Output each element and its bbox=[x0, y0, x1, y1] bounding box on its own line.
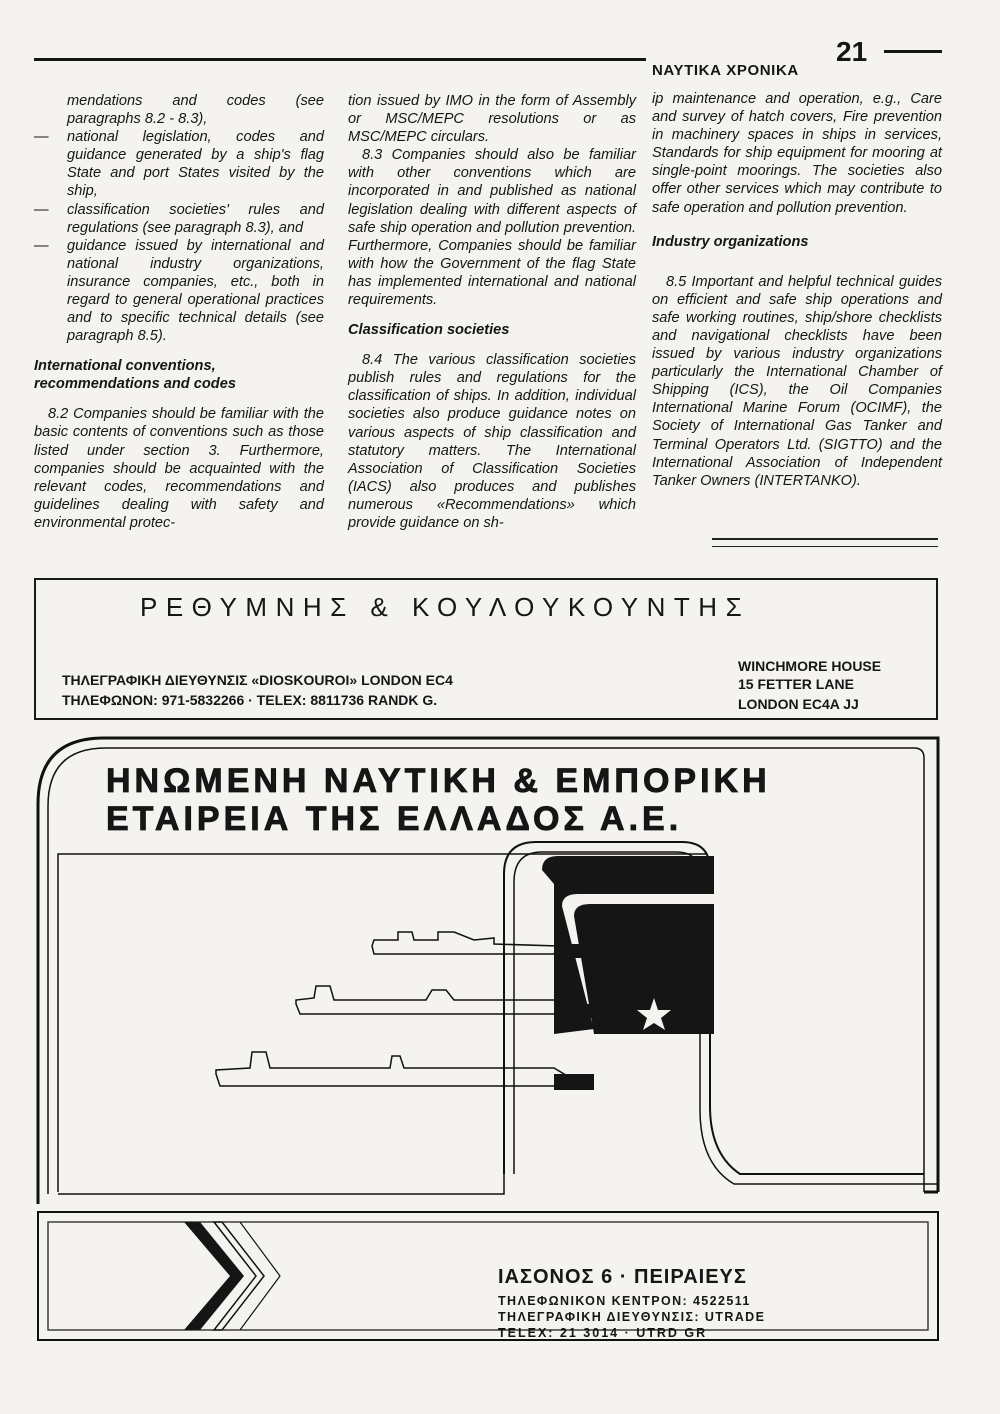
page-number: 21 bbox=[836, 36, 868, 67]
column-1 bbox=[34, 92, 324, 532]
company-name: ΡΕΘΥΜΝΗΣ & ΚΟΥΛΟΥΚΟΥΝΤΗΣ bbox=[140, 592, 751, 622]
header-rule-left bbox=[34, 58, 646, 61]
list-item: — classification societies' rules and regulations (see paragraph 8.3), and bbox=[34, 201, 324, 237]
header-rule-right bbox=[884, 50, 942, 53]
paragraph-continuation: ip maintenance and operation, e.g., Care and survey of hatch covers, Fire prevention in machinery spaces in ships in services, Standards for ship equipment for mooring at single-point moorings. The societies also offer other services which may contribute to safe operation and pollution prevention. bbox=[652, 91, 942, 216]
paragraph-8-3: 8.3 Companies should also be familiar with other conventions which are incorporated in and published as national legislation dealing with different aspects of safe ship operation and pollution prevention. Furthermore, Companies should be familiar with how the Government of the flag State has implemented international and national requirements. bbox=[348, 147, 636, 309]
column-3 bbox=[652, 90, 942, 490]
section-heading: Classification societies bbox=[348, 322, 510, 339]
section-heading: Industry organizations bbox=[652, 233, 809, 250]
paragraph-continuation: tion issued by IMO in the form of Assembly or MSC/MEPC resolutions or as MSC/MEPC circulars. bbox=[348, 93, 636, 146]
section-heading: International conventions, recommendations and codes bbox=[34, 358, 236, 393]
paragraph-continuation: mendations and codes (see paragraphs 8.2 - 8.3), bbox=[67, 93, 324, 128]
company-telephone: ΤΗΛΕΦΩΝΙΚΟΝ ΚΕΝΤΡΟΝ: 4522511 bbox=[498, 1294, 751, 1308]
paragraph-8-5: 8.5 Important and helpful technical guides on efficient and safe ship operations and safe working routines, ship/shore checklists and navigational checklists have been issued by various industry organizations particularly the International Chamber of Shipping (ICS), the Oil Companies International Marine Forum (OCIMF), the Society of International Gas Tanker and Terminal Operators Ltd. (SIGTTO) and the International Association of Independent Tanker Owners (INTERTANKO). bbox=[652, 273, 942, 489]
end-rule bbox=[712, 538, 938, 540]
phone-telex: ΤΗΛΕΦΩΝΟΝ: 971-5832266 · TELEX: 8811736 RANDK G. bbox=[62, 692, 438, 708]
company-title-line-2: ΕΤΑΙΡΕΙΑ ΤΗΣ ΕΛΛΑΔΟΣ Α.Ε. bbox=[106, 800, 683, 838]
guidance-list bbox=[34, 128, 324, 345]
list-item: — guidance issued by international and national industry organizations, insurance companies, etc., both in regard to general operational practices and to specific technical details (see paragraph 8.5). bbox=[34, 237, 324, 346]
company-title-line-1: ΗΝΩΜΕΝΗ ΝΑΥΤΙΚΗ & ΕΜΠΟΡΙΚΗ bbox=[106, 762, 771, 800]
address-line: 15 FETTER LANE bbox=[738, 676, 854, 692]
publication-title: ΝΑΥΤΙΚΑ ΧΡΟΝΙΚΑ bbox=[652, 62, 799, 79]
advertisement-rethymnis bbox=[34, 578, 938, 720]
advertisement-hellenic-shipping bbox=[34, 734, 940, 1342]
address-line: WINCHMORE HOUSE bbox=[738, 658, 882, 674]
paragraph-8-4: 8.4 The various classification societies publish rules and regulations for the classification of ships. In addition, individual societies also produce guidance notes on various aspects of ship classification and statutory matters. The International Association of Classification Societies (IACS) also produces and publishes numerous «Recommendations» which provide guidance on sh- bbox=[348, 352, 636, 531]
address-line: LONDON EC4A JJ bbox=[738, 696, 859, 712]
column-2 bbox=[348, 92, 636, 532]
telegraph-address: ΤΗΛΕΓΡΑΦΙΚΗ ΔΙΕΥΘΥΝΣΙΣ «DIOSKOUROI» LONDON EC4 bbox=[62, 672, 453, 688]
company-cable-address: ΤΗΛΕΓΡΑΦΙΚΗ ΔΙΕΥΘΥΝΣΙΣ: UTRADE bbox=[498, 1310, 766, 1324]
company-telex: TELEX: 21 3014 · UTRD GR bbox=[498, 1326, 708, 1340]
end-rule bbox=[712, 546, 938, 547]
list-item: — national legislation, codes and guidance generated by a ship's flag State and port States visited by the ship, bbox=[34, 128, 324, 200]
company-address: ΙΑΣΟΝΟΣ 6 · ΠΕΙΡΑΙΕΥΣ bbox=[498, 1266, 747, 1288]
paragraph-8-2: 8.2 Companies should be familiar with the basic contents of conventions such as those listed under section 3. Furthermore, companies should be acquainted with the relevant codes, recommendations and guidelines dealing with safety and environmental protec- bbox=[34, 406, 324, 531]
